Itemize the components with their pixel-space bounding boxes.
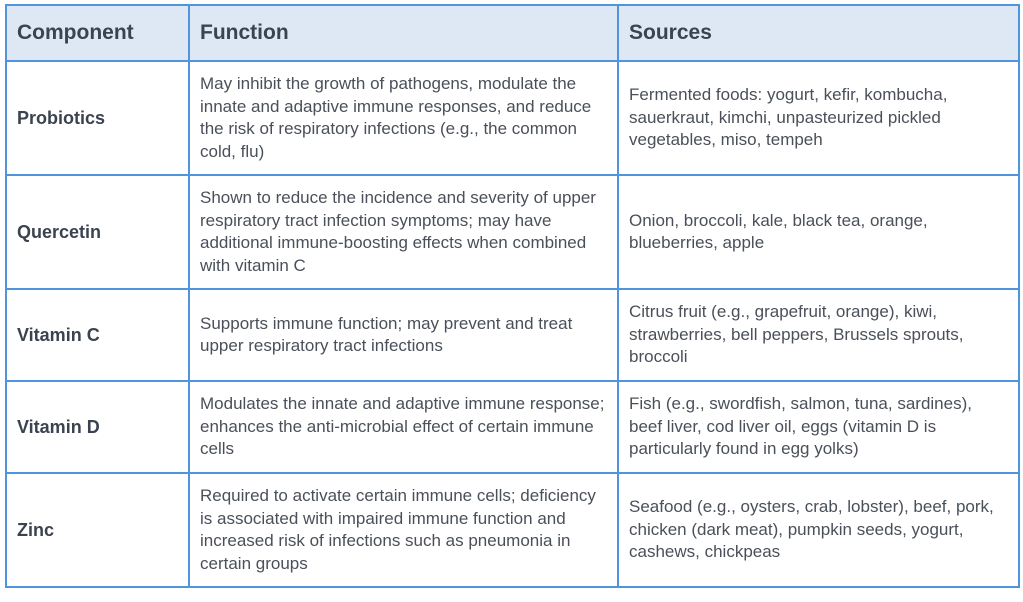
- sources-cell: Seafood (e.g., oysters, crab, lobster), beef, pork, chicken (dark meat), pumpkin seeds, yogurt, cashews, chickpeas: [618, 473, 1019, 587]
- component-cell: Zinc: [6, 473, 189, 587]
- component-cell: Quercetin: [6, 175, 189, 289]
- sources-cell: Fish (e.g., swordfish, salmon, tuna, sardines), beef liver, cod liver oil, eggs (vitamin D is particularly found in egg yolks): [618, 381, 1019, 473]
- function-cell: May inhibit the growth of pathogens, modulate the innate and adaptive immune responses, and reduce the risk of respiratory infections (e.g., the common cold, flu): [189, 61, 618, 175]
- sources-cell: Onion, broccoli, kale, black tea, orange, blueberries, apple: [618, 175, 1019, 289]
- sources-cell: Citrus fruit (e.g., grapefruit, orange), kiwi, strawberries, bell peppers, Brussels sprouts, broccoli: [618, 289, 1019, 381]
- table-row: [6, 289, 1019, 381]
- function-cell: Supports immune function; may prevent and treat upper respiratory tract infections: [189, 289, 618, 381]
- header-component: Component: [6, 5, 189, 61]
- function-cell: Modulates the innate and adaptive immune response; enhances the anti-microbial effect of certain immune cells: [189, 381, 618, 473]
- table-header-row: [6, 5, 1019, 61]
- header-sources: Sources: [618, 5, 1019, 61]
- table-row: [6, 473, 1019, 587]
- component-cell: Probiotics: [6, 61, 189, 175]
- component-cell: Vitamin C: [6, 289, 189, 381]
- table-row: [6, 61, 1019, 175]
- immune-nutrients-table: [5, 4, 1020, 588]
- component-cell: Vitamin D: [6, 381, 189, 473]
- function-cell: Shown to reduce the incidence and severity of upper respiratory tract infection symptoms; may have additional immune-boosting effects when combined with vitamin C: [189, 175, 618, 289]
- table-row: [6, 381, 1019, 473]
- sources-cell: Fermented foods: yogurt, kefir, kombucha, sauerkraut, kimchi, unpasteurized pickled vegetables, miso, tempeh: [618, 61, 1019, 175]
- function-cell: Required to activate certain immune cells; deficiency is associated with impaired immune function and increased risk of infections such as pneumonia in certain groups: [189, 473, 618, 587]
- header-function: Function: [189, 5, 618, 61]
- table-row: [6, 175, 1019, 289]
